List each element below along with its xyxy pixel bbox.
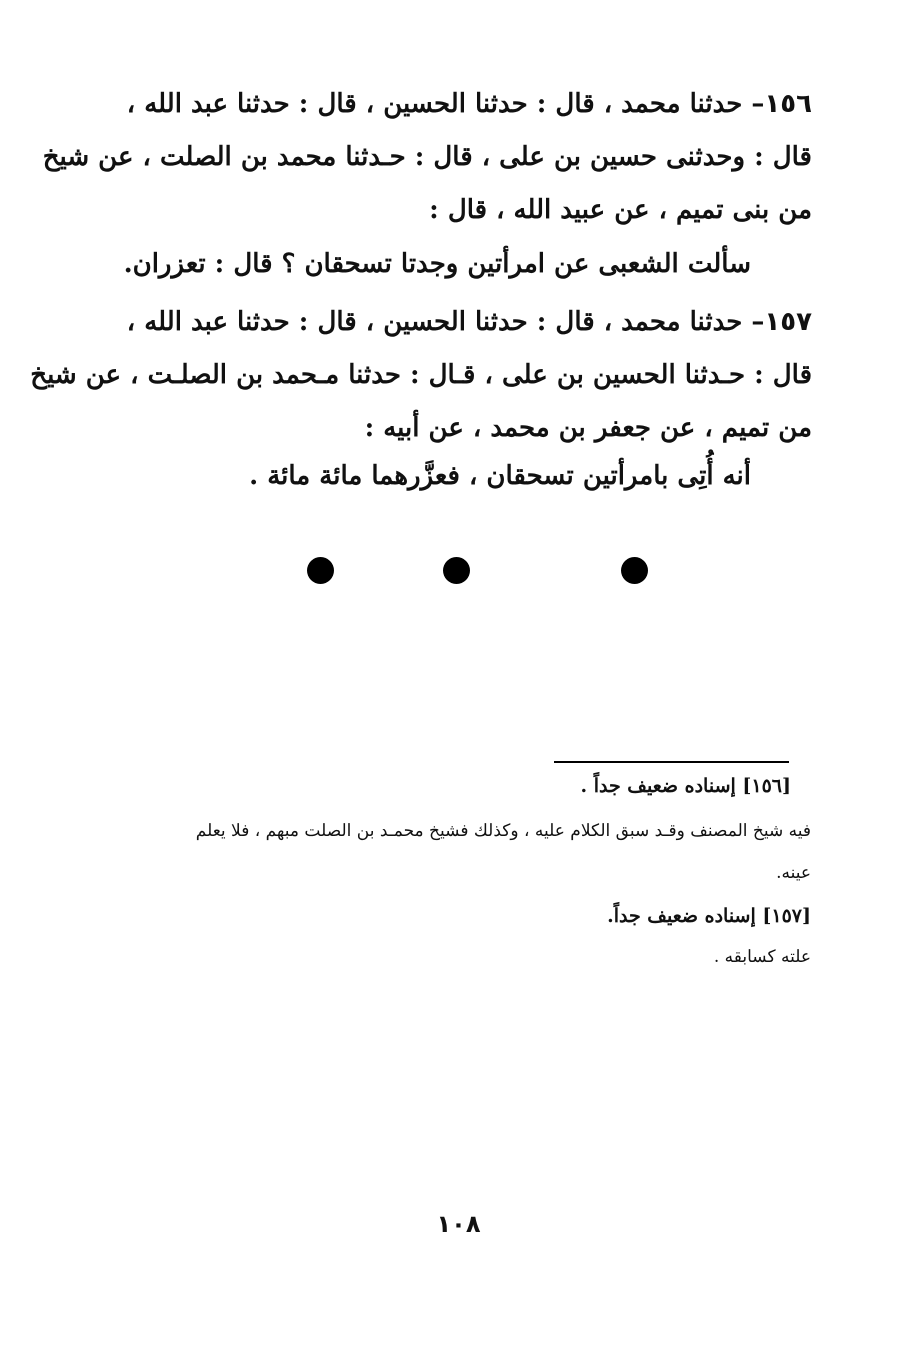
- footnote-157-heading: [١٥٧] إسناده ضعيف جداً.: [607, 905, 811, 927]
- page-number: ١٠٨: [436, 1210, 481, 1238]
- hadith-157-number: ١٥٧: [764, 307, 812, 337]
- footnote-157-body: علته كسابقه .: [713, 947, 811, 967]
- hadith-157-line-3: من تميم ، عن جعفر بن محمد ، عن أبيه :: [364, 413, 812, 443]
- hadith-156-line-3: من بنى تميم ، عن عبيد الله ، قال :: [429, 195, 812, 225]
- separator-dot: [621, 557, 648, 584]
- hadith-156-line-1: ١٥٦– حدثنا محمد ، قال : حدثنا الحسين ، قال : حدثنا عبد الله ،: [126, 89, 812, 119]
- footnote-rule: [554, 761, 789, 763]
- hadith-157-line-2: قال : حـدثنا الحسين بن على ، قـال : حدثنا مـحمد بن الصلـت ، عن شيخ: [30, 360, 812, 390]
- separator-dot: [443, 557, 470, 584]
- separator-dot: [307, 557, 334, 584]
- footnote-156-body-cont: عينه.: [776, 863, 811, 883]
- hadith-156: [42, 78, 812, 237]
- hadith-157-text: أنه أُتِى بامرأتين تسحقان ، فعزَّرهما مائة مائة .: [249, 461, 751, 491]
- section-separator: [0, 557, 917, 587]
- footnote-156-body: فيه شيخ المصنف وقـد سبق الكلام عليه ، وكذلك فشيخ محمـد بن الصلت مبهم ، فلا يعلم: [195, 821, 811, 841]
- hadith-157: [30, 296, 812, 455]
- hadith-156-number: ١٥٦: [764, 89, 812, 119]
- hadith-156-text: سألت الشعبى عن امرأتين وجدتا تسحقان ؟ قال : تعزران.: [123, 249, 751, 279]
- hadith-157-line-1: ١٥٧– حدثنا محمد ، قال : حدثنا الحسين ، قال : حدثنا عبد الله ،: [126, 307, 812, 337]
- hadith-156-line-2: قال : وحدثنى حسين بن على ، قال : حـدثنا محمد بن الصلت ، عن شيخ: [42, 142, 812, 172]
- footnote-156-heading: [١٥٦] إسناده ضعيف جداً .: [580, 775, 791, 797]
